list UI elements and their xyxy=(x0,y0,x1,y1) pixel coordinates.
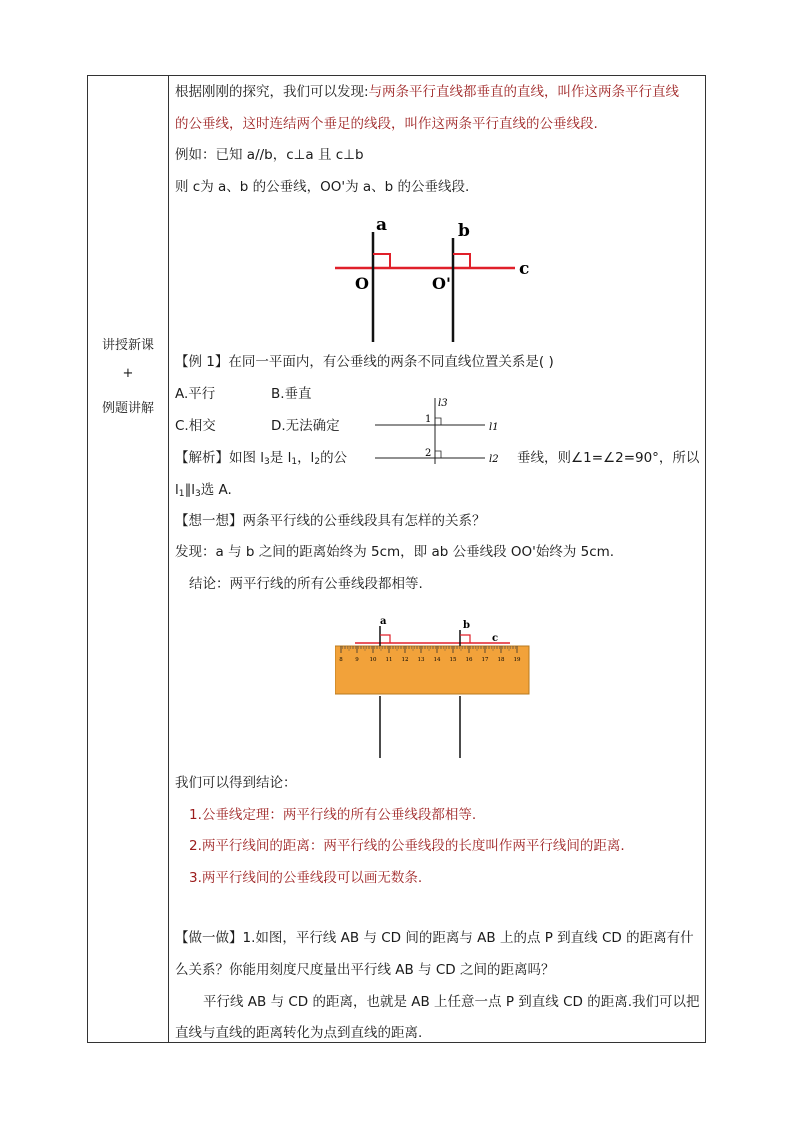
right-angle-1 xyxy=(435,418,441,425)
conclusion-2: 2.两平行线间的距离：两平行线的公垂线段的长度叫作两平行线间的距离. xyxy=(189,838,625,854)
label-o: O xyxy=(355,274,369,293)
conclusion-1: 1.公垂线定理：两平行线的所有公垂线段都相等. xyxy=(189,807,477,823)
label-c: c xyxy=(492,633,499,644)
subscript: 1 xyxy=(178,489,185,499)
label-b: b xyxy=(463,620,470,631)
think-finding: 发现：a 与 b 之间的距离始终为 5cm，即 ab 公垂线段 OO'始终为 5cm. xyxy=(175,544,615,560)
analysis-part: 的公 xyxy=(320,450,348,466)
think-heading: 【想一想】两条平行线的公垂线段具有怎样的关系？ xyxy=(175,513,486,529)
subscript: 3 xyxy=(264,457,270,467)
conclusions-heading: 我们可以得到结论： xyxy=(175,775,297,791)
label-l1: l1 xyxy=(489,422,499,433)
label-a: a xyxy=(376,215,388,235)
ruler-tick-label: 13 xyxy=(417,657,425,663)
option-c: C.相交 xyxy=(175,418,216,434)
subscript: 1 xyxy=(291,457,298,467)
ruler-figure xyxy=(335,606,535,761)
doit-line-3: 平行线 AB 与 CD 的距离，也就是 AB 上任意一点 P 到直线 CD 的距离.我们可以把 xyxy=(203,994,700,1010)
ruler-tick-label: 18 xyxy=(497,657,505,663)
conclusion-part: l xyxy=(175,482,179,498)
label-a: a xyxy=(380,616,387,627)
section-label-line3: 例题讲解 xyxy=(101,401,154,416)
label-l2: l2 xyxy=(489,454,499,464)
ruler-tick-label: 14 xyxy=(433,657,441,663)
conclusion-part: 选 A. xyxy=(200,482,232,498)
intro-line-1 xyxy=(175,82,679,102)
common-perpendicular-figure xyxy=(335,214,535,344)
section-label-line1: 讲授新课 xyxy=(101,338,154,353)
intro-text: 根据刚刚的探究，我们可以发现: xyxy=(175,84,369,100)
analysis-part: ，l xyxy=(297,450,315,466)
right-angle-mark-a xyxy=(373,254,390,268)
intro-line-2: 的公垂线，这时连结两个垂足的线段，叫作这两条平行直线的公垂线段. xyxy=(175,116,598,132)
ruler-tick-label: 11 xyxy=(385,657,393,663)
right-angle-a xyxy=(380,635,390,643)
parallel-lines-figure xyxy=(375,384,505,464)
ruler-tick-label: 19 xyxy=(513,657,521,663)
ruler-tick-label: 10 xyxy=(369,657,377,663)
ruler-tick-label: 16 xyxy=(465,657,473,663)
ruler-tick-label: 12 xyxy=(401,657,409,663)
label-l3: l3 xyxy=(438,398,448,409)
right-angle-b xyxy=(460,635,470,643)
ruler-body xyxy=(335,646,529,694)
option-a: A.平行 xyxy=(175,386,216,402)
think-conclusion: 结论：两平行线的所有公垂线段都相等. xyxy=(189,576,423,592)
subscript: 2 xyxy=(314,457,321,467)
label-c: c xyxy=(519,259,530,279)
analysis-part: 【解析】如图 l xyxy=(175,450,265,466)
ruler-tick-label: 17 xyxy=(481,657,489,663)
column-divider xyxy=(168,76,169,1042)
doit-line-2: 么关系？你能用刻度尺度量出平行线 AB 与 CD 之间的距离吗？ xyxy=(175,962,555,978)
example1-question: 【例 1】在同一平面内，有公垂线的两条不同直线位置关系是( ) xyxy=(175,354,554,370)
analysis-line xyxy=(175,448,347,472)
lesson-table xyxy=(87,75,706,1043)
ruler-tick-label: 15 xyxy=(449,657,457,663)
label-b: b xyxy=(458,221,470,241)
label-angle-1: 1 xyxy=(425,414,432,425)
label-o-prime: O' xyxy=(432,274,451,293)
analysis-line-end: 垂线，则∠1=∠2=90°，所以 xyxy=(517,450,700,466)
example-line: 例如：已知 a//b，c⊥a 且 c⊥b xyxy=(175,147,364,163)
ruler-tick-label: 8 xyxy=(339,657,343,663)
right-angle-2 xyxy=(435,451,441,458)
definition-text: 与两条平行直线都垂直的直线，叫作这两条平行直线 xyxy=(368,84,680,100)
analysis-part: 是 l xyxy=(269,450,292,466)
conclusion-part: ∥l xyxy=(184,482,196,498)
ruler-tick-label: 9 xyxy=(355,657,359,663)
section-label-cell xyxy=(88,76,168,1042)
then-line: 则 c为 a、b 的公垂线，OO'为 a、b 的公垂线段. xyxy=(175,179,470,195)
section-label-line2: + xyxy=(122,366,134,381)
label-angle-2: 2 xyxy=(425,448,432,459)
option-b: B.垂直 xyxy=(271,386,312,402)
doit-line-4: 直线与直线的距离转化为点到直线的距离. xyxy=(175,1025,423,1041)
conclusion-3: 3.两平行线间的公垂线段可以画无数条. xyxy=(189,870,423,886)
doit-line-1: 【做一做】1.如图，平行线 AB 与 CD 间的距离与 AB 上的点 P 到直线 CD 的距离有什 xyxy=(175,930,694,946)
right-angle-mark-b xyxy=(453,254,470,268)
option-d: D.无法确定 xyxy=(271,418,340,434)
subscript: 3 xyxy=(195,489,201,499)
analysis-conclusion xyxy=(175,480,232,504)
